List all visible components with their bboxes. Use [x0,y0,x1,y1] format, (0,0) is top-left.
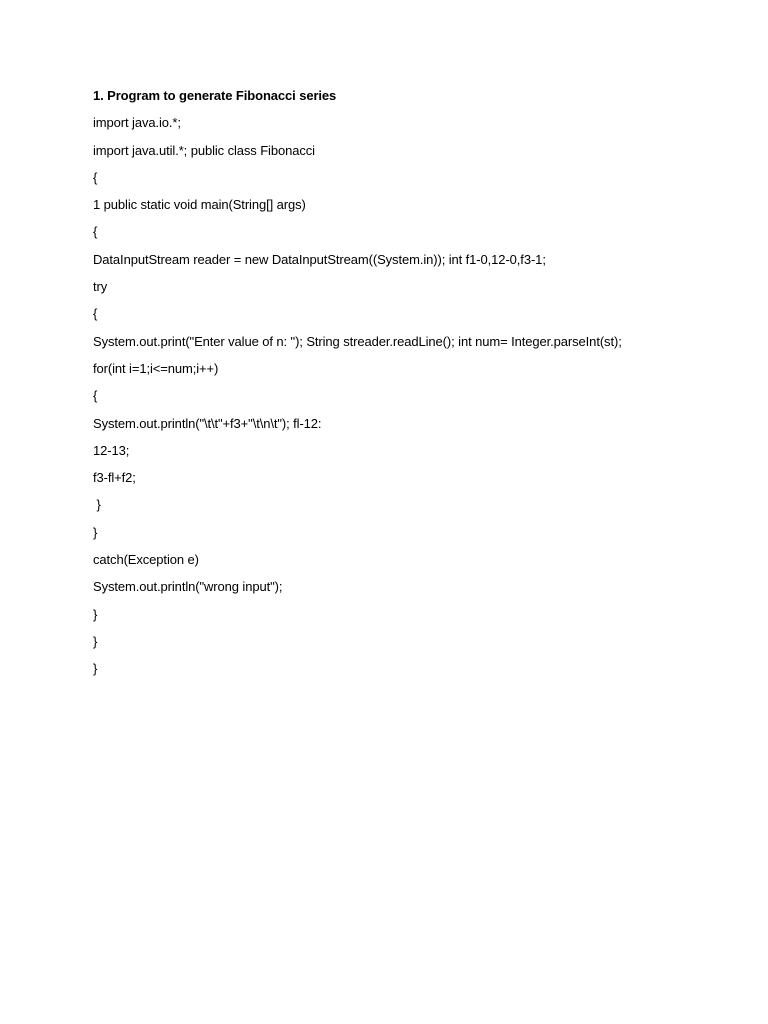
code-line: f3-fl+f2; [93,470,136,486]
code-line: import java.util.*; public class Fibonacci [93,142,315,158]
code-line: { [93,224,98,240]
code-line: 1 public static void main(String[] args) [93,197,306,213]
code-line: try [93,279,108,295]
code-line: System.out.print("Enter value of n: "); String streader.readLine(); int num= Integer.parseInt(st); [93,333,622,349]
code-line: { [93,169,98,185]
code-line: catch(Exception e) [93,552,199,568]
document-title: 1. Program to generate Fibonacci series [93,88,337,103]
document-body [93,86,733,687]
code-line: } [93,497,101,513]
code-line: } [93,633,98,649]
code-line: { [93,306,98,322]
code-line: } [93,661,98,677]
code-line: } [93,606,98,622]
code-line: for(int i=1;i<=num;i++) [93,360,219,376]
code-line: System.out.println("wrong input"); [93,579,283,595]
code-line: { [93,388,98,404]
code-line: import java.io.*; [93,115,181,131]
code-line: System.out.println("\t\t"+f3+"\t\n\t"); fl-12: [93,415,322,431]
code-line: } [93,524,98,540]
code-line: DataInputStream reader = new DataInputStream((System.in)); int f1-0,12-0,f3-1; [93,251,546,267]
code-line: 12-13; [93,442,130,458]
